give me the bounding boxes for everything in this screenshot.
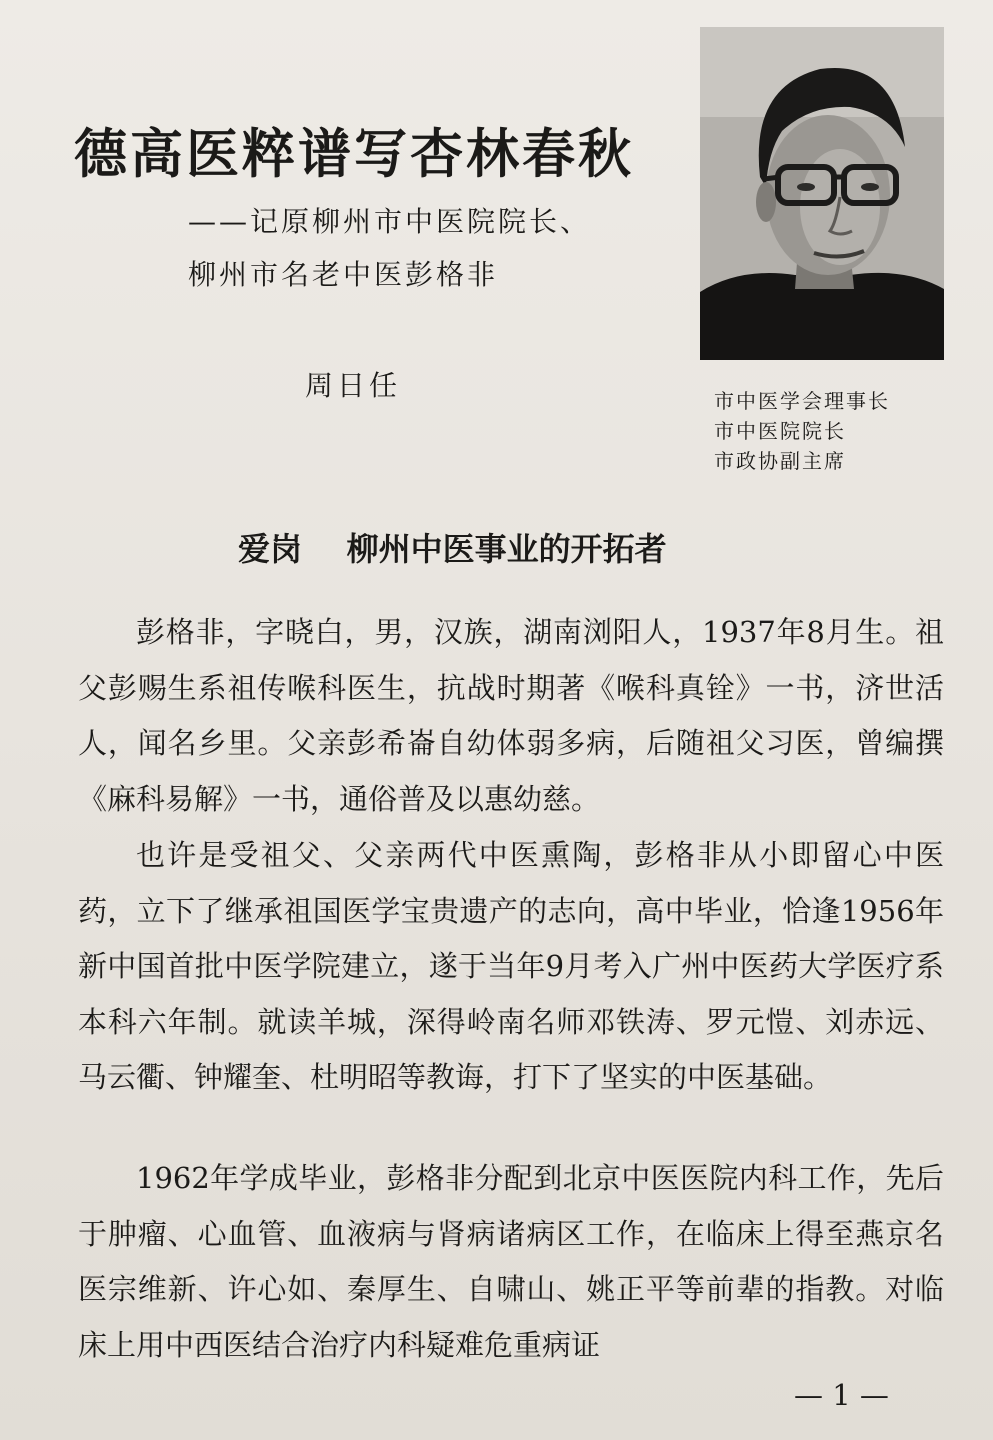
body-paragraph-1-block [78, 605, 944, 827]
caption-line-1: 市中医学会理事长 [714, 389, 890, 413]
article-subtitle-line2: 柳州市名老中医彭格非 [188, 258, 499, 291]
body-paragraph-3: 1962年学成毕业，彭格非分配到北京中医医院内科工作，先后于肿瘤、心血管、血液病与肾病诸病区工作，在临床上得至燕京名医宗维新、许心如、秦厚生、自啸山、姚正平等前辈的指教。对临床上用中西医结合治疗内科疑难危重病证 [78, 1161, 944, 1362]
caption-line-3: 市政协副主席 [714, 449, 846, 473]
section-heading: 爱岗 柳州中医事业的开拓者 [238, 530, 667, 568]
body-paragraph-2-block [78, 828, 944, 1106]
caption-line-2: 市中医院院长 [714, 419, 846, 443]
page-number: — 1 — [794, 1378, 889, 1412]
portrait-illustration [700, 27, 944, 360]
author-name: 周日任 [305, 369, 402, 402]
portrait-photo [700, 27, 944, 360]
article-title: 德高医粹谱写杏林春秋 [74, 123, 634, 185]
body-paragraph-3-block [78, 1151, 944, 1373]
photo-caption [714, 386, 890, 476]
body-paragraph-2: 也许是受祖父、父亲两代中医熏陶，彭格非从小即留心中医药，立下了继承祖国医学宝贵遗产的志向，高中毕业，恰逢1956年新中国首批中医学院建立，遂于当年9月考入广州中医药大学医疗系本科六年制。就读羊城，深得岭南名师邓铁涛、罗元愷、刘赤远、马云衢、钟耀奎、杜明昭等教诲，打下了坚实的中医基础。 [78, 838, 944, 1094]
article-subtitle-line1: ——记原柳州市中医院院长、 [188, 205, 592, 238]
body-paragraph-1: 彭格非，字晓白，男，汉族，湖南浏阳人，1937年8月生。祖父彭赐生系祖传喉科医生，抗战时期著《喉科真铨》一书，济世活人，闻名乡里。父亲彭希崙自幼体弱多病，后随祖父习医，曾编撰《麻科易解》一书，通俗普及以惠幼慈。 [78, 615, 944, 816]
